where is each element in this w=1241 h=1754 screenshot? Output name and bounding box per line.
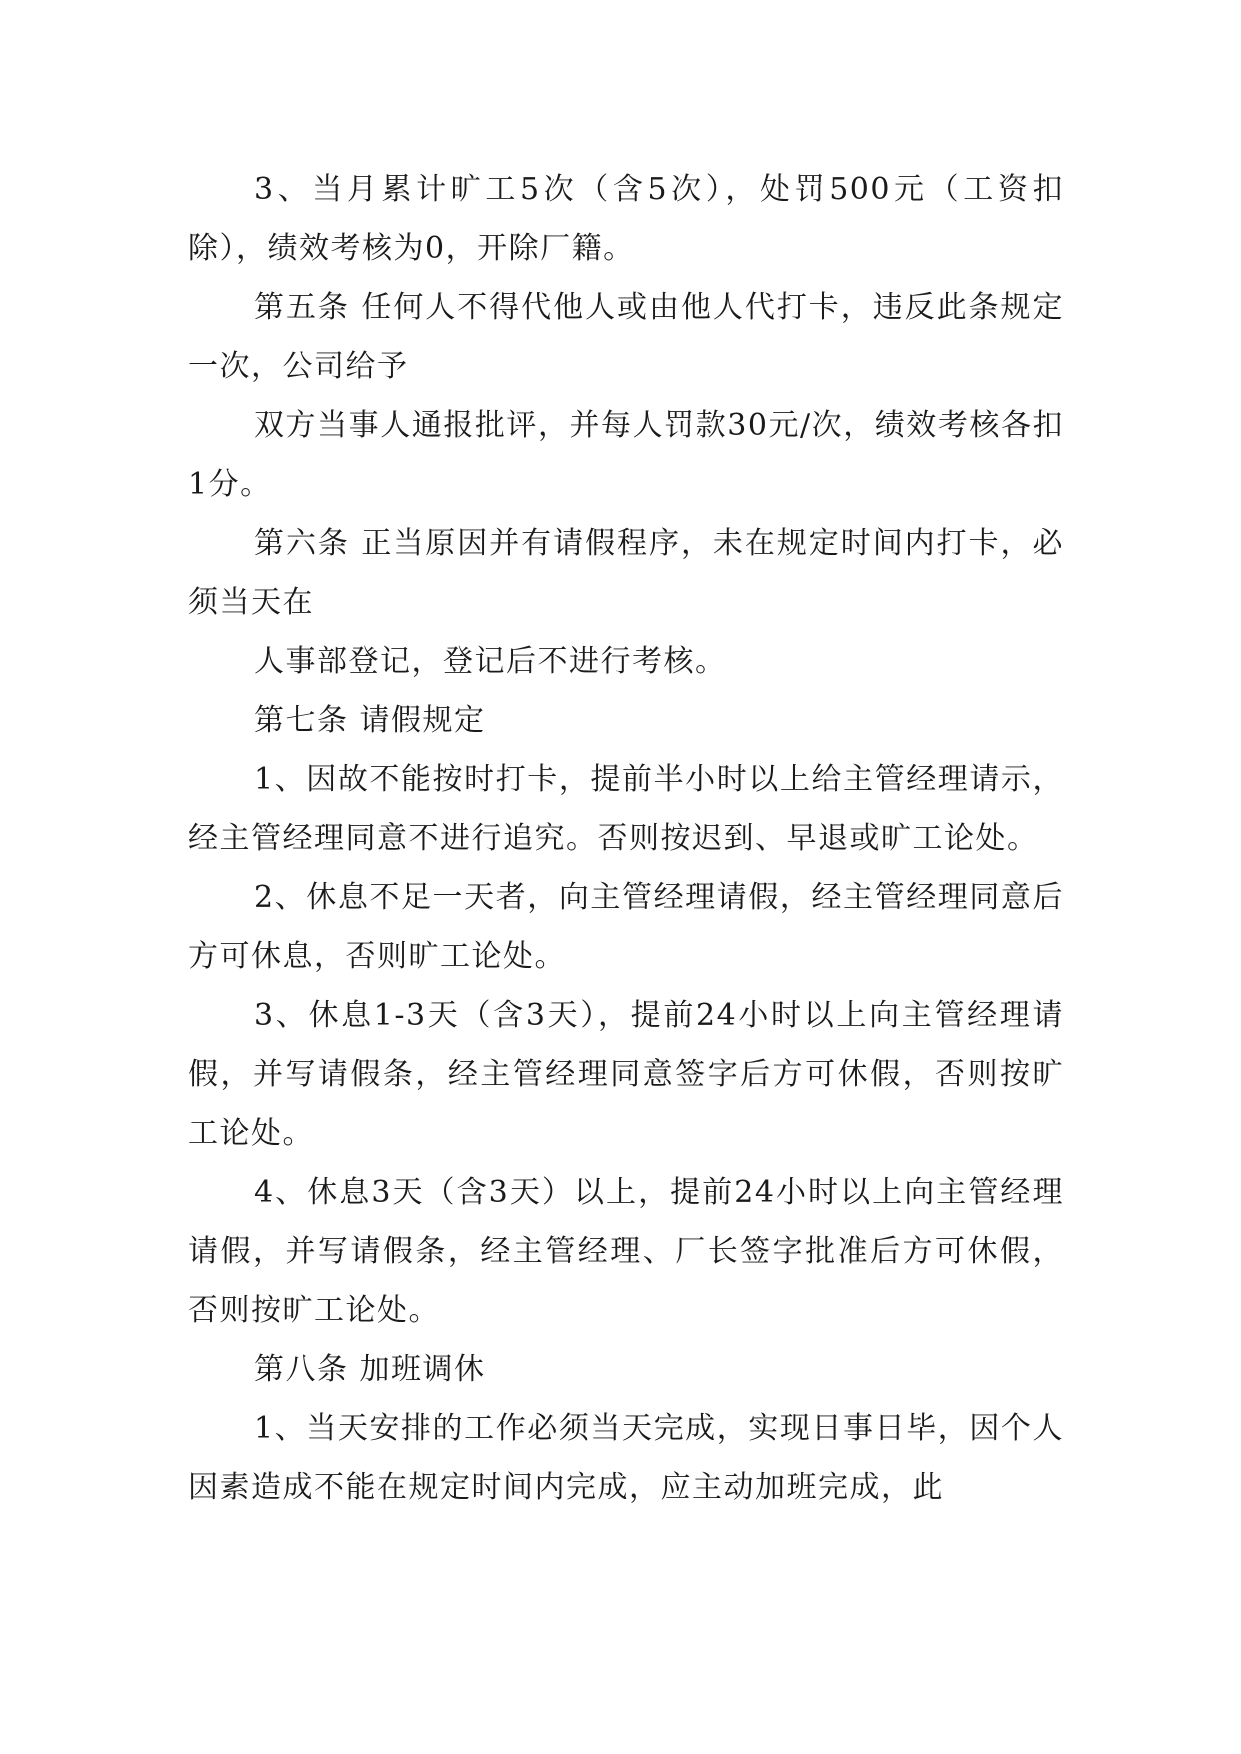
document-body: [188, 160, 1064, 1517]
paragraph-p12: 1、当天安排的工作必须当天完成，实现日事日毕，因个人因素造成不能在规定时间内完成，应主动加班完成，此: [188, 1411, 1064, 1505]
paragraph-article-6: 第六条 正当原因并有请假程序，未在规定时间内打卡，必须当天在: [188, 526, 1064, 620]
paragraph-p3: 双方当事人通报批评，并每人罚款30元/次，绩效考核各扣1分。: [188, 408, 1064, 502]
paragraph-p9: 3、休息1-3天（含3天），提前24小时以上向主管经理请假，并写请假条，经主管经理同意签字后方可休假，否则按旷工论处。: [188, 998, 1064, 1151]
heading-article-8: 第八条 加班调休: [254, 1352, 486, 1387]
paragraph-p8: 2、休息不足一天者，向主管经理请假，经主管经理同意后方可休息，否则旷工论处。: [188, 880, 1064, 974]
paragraph-p7: 1、因故不能按时打卡，提前半小时以上给主管经理请示，经主管经理同意不进行追究。否则按迟到、早退或旷工论处。: [188, 762, 1064, 856]
paragraph-p10: 4、休息3天（含3天）以上，提前24小时以上向主管经理请假，并写请假条，经主管经理、厂长签字批准后方可休假，否则按旷工论处。: [188, 1175, 1064, 1328]
heading-article-7: 第七条 请假规定: [254, 703, 486, 738]
paragraph-p5: 人事部登记，登记后不进行考核。: [254, 644, 727, 679]
paragraph-article-5: 第五条 任何人不得代他人或由他人代打卡，违反此条规定一次，公司给予: [188, 290, 1064, 384]
paragraph-p1: 3、当月累计旷工5次（含5次），处罚500元（工资扣除），绩效考核为0，开除厂籍。: [188, 172, 1064, 266]
